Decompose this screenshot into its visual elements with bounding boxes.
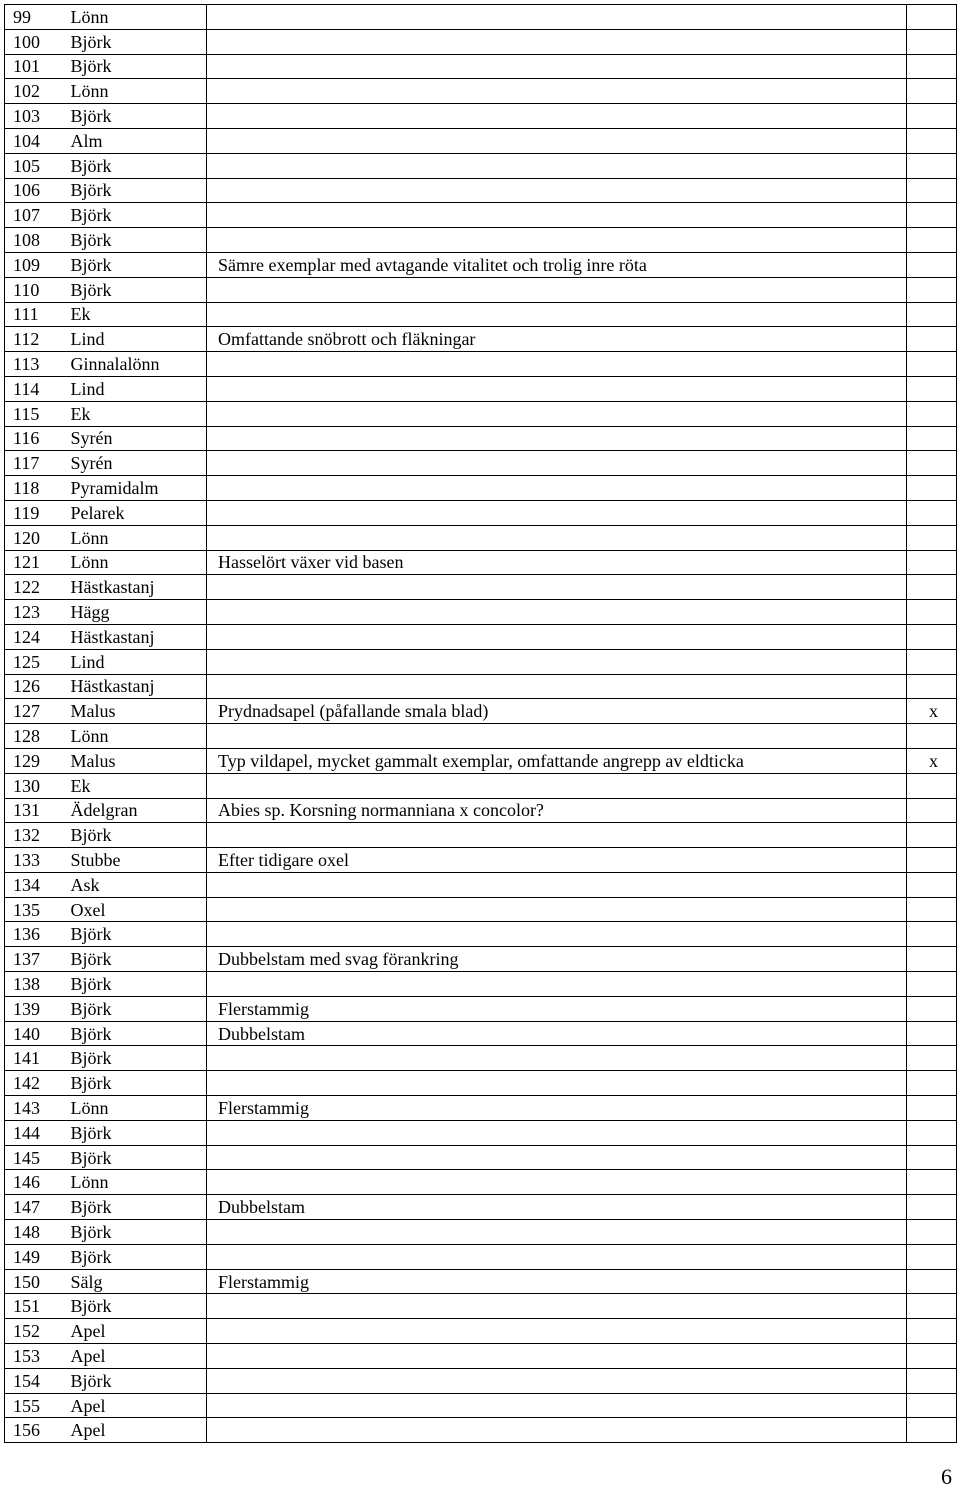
tree-mark-cell xyxy=(907,1170,957,1195)
table-row xyxy=(5,426,957,451)
tree-mark-cell xyxy=(907,5,957,30)
tree-species-cell: Björk xyxy=(67,823,207,848)
tree-note-cell xyxy=(207,1046,907,1071)
tree-mark-cell xyxy=(907,1344,957,1369)
table-row xyxy=(5,600,957,625)
tree-note-cell xyxy=(207,600,907,625)
tree-species-cell: Björk xyxy=(67,54,207,79)
tree-mark-cell xyxy=(907,54,957,79)
tree-species-cell: Hästkastanj xyxy=(67,624,207,649)
table-row xyxy=(5,29,957,54)
table-row xyxy=(5,178,957,203)
tree-number-cell: 119 xyxy=(5,500,67,525)
tree-mark-cell xyxy=(907,773,957,798)
tree-species-cell: Ask xyxy=(67,872,207,897)
tree-species-cell: Ginnalalönn xyxy=(67,352,207,377)
tree-note-cell: Omfattande snöbrott och fläkningar xyxy=(207,327,907,352)
tree-mark-cell xyxy=(907,252,957,277)
tree-note-cell xyxy=(207,575,907,600)
tree-number-cell: 117 xyxy=(5,451,67,476)
tree-number-cell: 147 xyxy=(5,1195,67,1220)
tree-note-cell xyxy=(207,178,907,203)
tree-species-cell: Apel xyxy=(67,1418,207,1443)
table-row xyxy=(5,352,957,377)
tree-note-cell xyxy=(207,228,907,253)
table-row xyxy=(5,451,957,476)
tree-species-cell: Lönn xyxy=(67,5,207,30)
tree-note-cell xyxy=(207,922,907,947)
tree-number-cell: 139 xyxy=(5,996,67,1021)
table-row xyxy=(5,1269,957,1294)
table-row xyxy=(5,550,957,575)
tree-mark-cell xyxy=(907,1269,957,1294)
tree-number-cell: 108 xyxy=(5,228,67,253)
tree-number-cell: 128 xyxy=(5,724,67,749)
tree-note-cell xyxy=(207,128,907,153)
tree-number-cell: 134 xyxy=(5,872,67,897)
tree-number-cell: 113 xyxy=(5,352,67,377)
tree-species-cell: Björk xyxy=(67,1120,207,1145)
table-row xyxy=(5,823,957,848)
tree-note-cell xyxy=(207,649,907,674)
tree-number-cell: 116 xyxy=(5,426,67,451)
table-row xyxy=(5,872,957,897)
tree-species-cell: Björk xyxy=(67,1195,207,1220)
tree-species-cell: Björk xyxy=(67,104,207,129)
tree-mark-cell xyxy=(907,1294,957,1319)
tree-mark-cell: x xyxy=(907,748,957,773)
tree-species-cell: Alm xyxy=(67,128,207,153)
tree-note-cell xyxy=(207,500,907,525)
tree-number-cell: 136 xyxy=(5,922,67,947)
tree-note-cell xyxy=(207,624,907,649)
tree-species-cell: Lind xyxy=(67,649,207,674)
tree-mark-cell xyxy=(907,972,957,997)
tree-note-cell: Flerstammig xyxy=(207,1269,907,1294)
tree-number-cell: 146 xyxy=(5,1170,67,1195)
tree-number-cell: 122 xyxy=(5,575,67,600)
table-row xyxy=(5,5,957,30)
tree-number-cell: 140 xyxy=(5,1021,67,1046)
table-row xyxy=(5,1244,957,1269)
table-row xyxy=(5,972,957,997)
tree-note-cell: Dubbelstam xyxy=(207,1021,907,1046)
tree-species-cell: Lönn xyxy=(67,525,207,550)
tree-species-cell: Björk xyxy=(67,252,207,277)
table-row xyxy=(5,203,957,228)
tree-note-cell xyxy=(207,724,907,749)
tree-number-cell: 120 xyxy=(5,525,67,550)
tree-mark-cell xyxy=(907,624,957,649)
tree-number-cell: 126 xyxy=(5,674,67,699)
tree-number-cell: 105 xyxy=(5,153,67,178)
tree-number-cell: 131 xyxy=(5,798,67,823)
tree-number-cell: 107 xyxy=(5,203,67,228)
table-row xyxy=(5,575,957,600)
tree-note-cell: Dubbelstam med svag förankring xyxy=(207,947,907,972)
tree-species-cell: Björk xyxy=(67,1244,207,1269)
tree-species-cell: Björk xyxy=(67,1220,207,1245)
table-row xyxy=(5,476,957,501)
tree-species-cell: Malus xyxy=(67,748,207,773)
table-row xyxy=(5,1319,957,1344)
tree-mark-cell xyxy=(907,128,957,153)
table-row xyxy=(5,153,957,178)
tree-number-cell: 123 xyxy=(5,600,67,625)
tree-mark-cell xyxy=(907,327,957,352)
tree-note-cell xyxy=(207,823,907,848)
tree-mark-cell xyxy=(907,1145,957,1170)
tree-species-cell: Syrén xyxy=(67,451,207,476)
tree-species-cell: Lönn xyxy=(67,724,207,749)
tree-number-cell: 154 xyxy=(5,1368,67,1393)
tree-species-cell: Björk xyxy=(67,922,207,947)
tree-mark-cell xyxy=(907,525,957,550)
tree-species-cell: Malus xyxy=(67,699,207,724)
tree-mark-cell xyxy=(907,575,957,600)
tree-mark-cell xyxy=(907,600,957,625)
tree-note-cell xyxy=(207,302,907,327)
tree-mark-cell xyxy=(907,1319,957,1344)
tree-number-cell: 125 xyxy=(5,649,67,674)
tree-note-cell xyxy=(207,79,907,104)
tree-mark-cell xyxy=(907,79,957,104)
table-row xyxy=(5,1120,957,1145)
tree-note-cell xyxy=(207,376,907,401)
tree-inventory-table xyxy=(4,4,957,1443)
table-row xyxy=(5,500,957,525)
tree-number-cell: 111 xyxy=(5,302,67,327)
table-row xyxy=(5,1294,957,1319)
table-row xyxy=(5,401,957,426)
tree-note-cell xyxy=(207,972,907,997)
table-row xyxy=(5,302,957,327)
tree-note-cell xyxy=(207,1071,907,1096)
tree-note-cell xyxy=(207,1170,907,1195)
tree-mark-cell xyxy=(907,153,957,178)
tree-mark-cell xyxy=(907,674,957,699)
tree-number-cell: 103 xyxy=(5,104,67,129)
tree-species-cell: Björk xyxy=(67,1368,207,1393)
tree-mark-cell xyxy=(907,500,957,525)
tree-species-cell: Lönn xyxy=(67,79,207,104)
tree-mark-cell xyxy=(907,426,957,451)
tree-note-cell xyxy=(207,104,907,129)
table-row xyxy=(5,1344,957,1369)
tree-number-cell: 151 xyxy=(5,1294,67,1319)
tree-mark-cell xyxy=(907,1195,957,1220)
tree-species-cell: Ek xyxy=(67,302,207,327)
tree-note-cell xyxy=(207,1319,907,1344)
tree-note-cell xyxy=(207,1294,907,1319)
table-row xyxy=(5,649,957,674)
tree-mark-cell xyxy=(907,1368,957,1393)
table-row xyxy=(5,1071,957,1096)
tree-number-cell: 150 xyxy=(5,1269,67,1294)
tree-species-cell: Lind xyxy=(67,327,207,352)
table-row xyxy=(5,1046,957,1071)
tree-mark-cell xyxy=(907,848,957,873)
tree-number-cell: 112 xyxy=(5,327,67,352)
tree-mark-cell xyxy=(907,996,957,1021)
tree-mark-cell xyxy=(907,1393,957,1418)
tree-table-body xyxy=(5,5,957,1443)
tree-note-cell: Prydnadsapel (påfallande smala blad) xyxy=(207,699,907,724)
tree-number-cell: 145 xyxy=(5,1145,67,1170)
tree-note-cell xyxy=(207,1244,907,1269)
tree-number-cell: 121 xyxy=(5,550,67,575)
tree-number-cell: 109 xyxy=(5,252,67,277)
tree-species-cell: Björk xyxy=(67,153,207,178)
tree-mark-cell xyxy=(907,823,957,848)
tree-number-cell: 124 xyxy=(5,624,67,649)
tree-mark-cell xyxy=(907,29,957,54)
tree-number-cell: 106 xyxy=(5,178,67,203)
tree-species-cell: Lönn xyxy=(67,550,207,575)
table-row xyxy=(5,674,957,699)
tree-note-cell: Sämre exemplar med avtagande vitalitet och trolig inre röta xyxy=(207,252,907,277)
tree-species-cell: Björk xyxy=(67,228,207,253)
tree-number-cell: 135 xyxy=(5,897,67,922)
tree-species-cell: Björk xyxy=(67,972,207,997)
tree-number-cell: 115 xyxy=(5,401,67,426)
table-row xyxy=(5,773,957,798)
tree-mark-cell xyxy=(907,724,957,749)
tree-note-cell xyxy=(207,1220,907,1245)
tree-number-cell: 143 xyxy=(5,1096,67,1121)
tree-species-cell: Björk xyxy=(67,1021,207,1046)
tree-species-cell: Lönn xyxy=(67,1096,207,1121)
tree-species-cell: Ädelgran xyxy=(67,798,207,823)
tree-species-cell: Lönn xyxy=(67,1170,207,1195)
tree-number-cell: 153 xyxy=(5,1344,67,1369)
tree-note-cell xyxy=(207,897,907,922)
table-row xyxy=(5,1220,957,1245)
tree-number-cell: 138 xyxy=(5,972,67,997)
table-row xyxy=(5,624,957,649)
tree-species-cell: Ek xyxy=(67,773,207,798)
tree-number-cell: 137 xyxy=(5,947,67,972)
tree-number-cell: 148 xyxy=(5,1220,67,1245)
tree-number-cell: 155 xyxy=(5,1393,67,1418)
tree-number-cell: 101 xyxy=(5,54,67,79)
tree-number-cell: 129 xyxy=(5,748,67,773)
tree-note-cell xyxy=(207,1418,907,1443)
tree-number-cell: 114 xyxy=(5,376,67,401)
tree-mark-cell xyxy=(907,1418,957,1443)
table-row xyxy=(5,104,957,129)
tree-note-cell xyxy=(207,1344,907,1369)
tree-number-cell: 99 xyxy=(5,5,67,30)
tree-number-cell: 127 xyxy=(5,699,67,724)
tree-species-cell: Björk xyxy=(67,1046,207,1071)
tree-note-cell: Abies sp. Korsning normanniana x concolor? xyxy=(207,798,907,823)
tree-species-cell: Hägg xyxy=(67,600,207,625)
tree-mark-cell xyxy=(907,352,957,377)
tree-mark-cell xyxy=(907,947,957,972)
tree-note-cell xyxy=(207,1368,907,1393)
tree-mark-cell xyxy=(907,1071,957,1096)
tree-note-cell xyxy=(207,1120,907,1145)
table-row xyxy=(5,252,957,277)
tree-number-cell: 110 xyxy=(5,277,67,302)
tree-mark-cell xyxy=(907,104,957,129)
tree-note-cell xyxy=(207,872,907,897)
tree-mark-cell xyxy=(907,178,957,203)
table-row xyxy=(5,228,957,253)
tree-number-cell: 149 xyxy=(5,1244,67,1269)
tree-number-cell: 141 xyxy=(5,1046,67,1071)
table-row xyxy=(5,947,957,972)
tree-species-cell: Apel xyxy=(67,1344,207,1369)
tree-mark-cell xyxy=(907,376,957,401)
tree-note-cell: Flerstammig xyxy=(207,1096,907,1121)
tree-number-cell: 156 xyxy=(5,1418,67,1443)
table-row xyxy=(5,79,957,104)
tree-note-cell: Efter tidigare oxel xyxy=(207,848,907,873)
tree-number-cell: 144 xyxy=(5,1120,67,1145)
tree-number-cell: 152 xyxy=(5,1319,67,1344)
tree-mark-cell xyxy=(907,401,957,426)
tree-number-cell: 132 xyxy=(5,823,67,848)
tree-mark-cell xyxy=(907,872,957,897)
tree-note-cell: Flerstammig xyxy=(207,996,907,1021)
table-row xyxy=(5,1145,957,1170)
tree-note-cell xyxy=(207,451,907,476)
table-row xyxy=(5,996,957,1021)
tree-number-cell: 102 xyxy=(5,79,67,104)
table-row xyxy=(5,798,957,823)
table-row xyxy=(5,922,957,947)
tree-mark-cell xyxy=(907,228,957,253)
table-row xyxy=(5,748,957,773)
table-row xyxy=(5,1418,957,1443)
tree-mark-cell xyxy=(907,922,957,947)
tree-species-cell: Stubbe xyxy=(67,848,207,873)
tree-mark-cell: x xyxy=(907,699,957,724)
table-row xyxy=(5,724,957,749)
table-row xyxy=(5,1368,957,1393)
tree-species-cell: Pelarek xyxy=(67,500,207,525)
tree-species-cell: Hästkastanj xyxy=(67,575,207,600)
table-row xyxy=(5,699,957,724)
tree-note-cell xyxy=(207,277,907,302)
tree-mark-cell xyxy=(907,302,957,327)
tree-note-cell xyxy=(207,352,907,377)
tree-number-cell: 104 xyxy=(5,128,67,153)
tree-species-cell: Björk xyxy=(67,1294,207,1319)
page-number: 6 xyxy=(941,1464,952,1489)
table-row xyxy=(5,1021,957,1046)
table-row xyxy=(5,1195,957,1220)
table-row xyxy=(5,848,957,873)
tree-note-cell xyxy=(207,153,907,178)
tree-species-cell: Björk xyxy=(67,29,207,54)
tree-species-cell: Björk xyxy=(67,203,207,228)
tree-mark-cell xyxy=(907,1096,957,1121)
table-row xyxy=(5,376,957,401)
tree-species-cell: Björk xyxy=(67,277,207,302)
tree-species-cell: Sälg xyxy=(67,1269,207,1294)
tree-number-cell: 130 xyxy=(5,773,67,798)
tree-note-cell xyxy=(207,1145,907,1170)
tree-note-cell xyxy=(207,29,907,54)
tree-note-cell: Hasselört växer vid basen xyxy=(207,550,907,575)
tree-species-cell: Björk xyxy=(67,1145,207,1170)
tree-species-cell: Apel xyxy=(67,1319,207,1344)
table-row xyxy=(5,525,957,550)
tree-mark-cell xyxy=(907,1120,957,1145)
tree-species-cell: Hästkastanj xyxy=(67,674,207,699)
tree-mark-cell xyxy=(907,1046,957,1071)
tree-note-cell xyxy=(207,773,907,798)
tree-number-cell: 133 xyxy=(5,848,67,873)
tree-note-cell xyxy=(207,5,907,30)
tree-note-cell xyxy=(207,54,907,79)
table-row xyxy=(5,277,957,302)
tree-mark-cell xyxy=(907,897,957,922)
tree-mark-cell xyxy=(907,277,957,302)
tree-species-cell: Ek xyxy=(67,401,207,426)
tree-note-cell xyxy=(207,1393,907,1418)
table-row xyxy=(5,54,957,79)
table-row xyxy=(5,128,957,153)
tree-species-cell: Björk xyxy=(67,996,207,1021)
tree-note-cell: Dubbelstam xyxy=(207,1195,907,1220)
tree-mark-cell xyxy=(907,798,957,823)
tree-mark-cell xyxy=(907,1244,957,1269)
table-row xyxy=(5,897,957,922)
tree-species-cell: Björk xyxy=(67,1071,207,1096)
tree-note-cell xyxy=(207,203,907,228)
tree-note-cell: Typ vildapel, mycket gammalt exemplar, omfattande angrepp av eldticka xyxy=(207,748,907,773)
tree-mark-cell xyxy=(907,1021,957,1046)
table-row xyxy=(5,1096,957,1121)
table-row xyxy=(5,327,957,352)
tree-number-cell: 118 xyxy=(5,476,67,501)
tree-mark-cell xyxy=(907,649,957,674)
tree-note-cell xyxy=(207,426,907,451)
tree-species-cell: Oxel xyxy=(67,897,207,922)
tree-species-cell: Apel xyxy=(67,1393,207,1418)
tree-number-cell: 100 xyxy=(5,29,67,54)
tree-mark-cell xyxy=(907,476,957,501)
tree-mark-cell xyxy=(907,1220,957,1245)
tree-mark-cell xyxy=(907,203,957,228)
tree-species-cell: Lind xyxy=(67,376,207,401)
tree-mark-cell xyxy=(907,451,957,476)
table-row xyxy=(5,1393,957,1418)
tree-species-cell: Syrén xyxy=(67,426,207,451)
tree-note-cell xyxy=(207,525,907,550)
tree-number-cell: 142 xyxy=(5,1071,67,1096)
tree-note-cell xyxy=(207,674,907,699)
table-row xyxy=(5,1170,957,1195)
tree-note-cell xyxy=(207,476,907,501)
tree-species-cell: Björk xyxy=(67,947,207,972)
tree-species-cell: Pyramidalm xyxy=(67,476,207,501)
tree-species-cell: Björk xyxy=(67,178,207,203)
tree-note-cell xyxy=(207,401,907,426)
tree-mark-cell xyxy=(907,550,957,575)
